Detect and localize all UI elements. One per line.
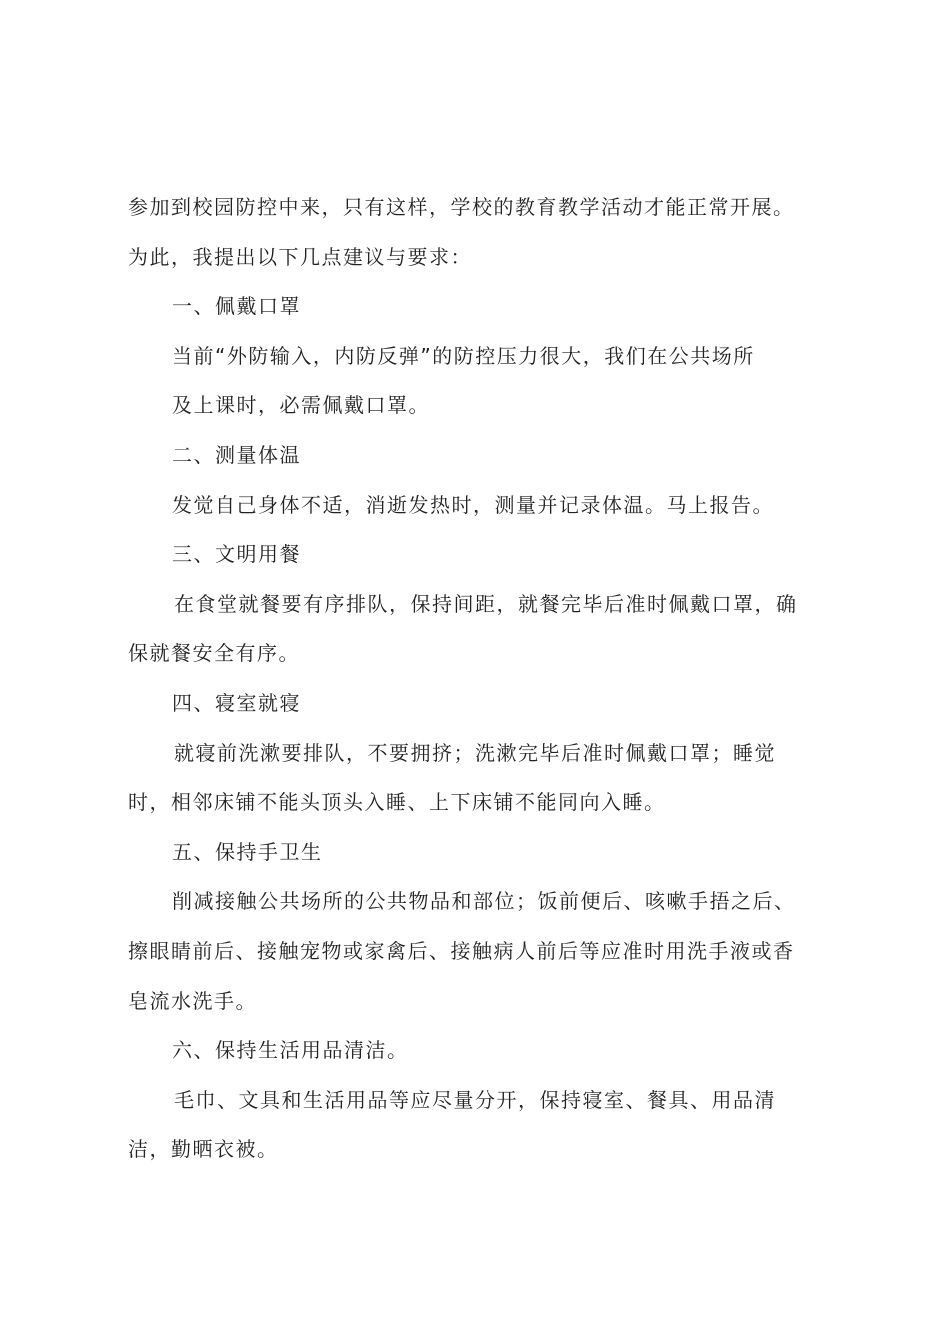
paragraph-line: 保就餐安全有序。	[128, 641, 300, 666]
section-heading-cleanliness: 六、保持生活用品清洁。	[172, 1038, 409, 1063]
paragraph-line: 当前“外防输入，内防反弹”的防控压力很大，我们在公共场所	[172, 343, 755, 368]
section-heading-dining: 三、文明用餐	[172, 542, 301, 567]
paragraph-line: 发觉自己身体不适，消逝发热时，测量并记录体温。马上报告。	[172, 492, 774, 517]
paragraph-line: 时，相邻床铺不能头顶头入睡、上下床铺不能同向入睡。	[128, 790, 666, 815]
paragraph-line: 就寝前洗漱要排队，不要拥挤；洗漱完毕后准时佩戴口罩；睡觉	[174, 740, 776, 765]
paragraph-line: 为此，我提出以下几点建议与要求：	[128, 244, 472, 269]
paragraph-line: 皂流水洗手。	[128, 988, 257, 1013]
section-heading-hand-hygiene: 五、保持手卫生	[172, 839, 323, 864]
paragraph-line: 毛巾、文具和生活用品等应尽量分开，保持寝室、餐具、用品清	[174, 1087, 776, 1112]
section-heading-mask: 一、佩戴口罩	[172, 294, 301, 319]
paragraph-line: 削减接触公共场所的公共物品和部位；饭前便后、咳嗽手捂之后、	[172, 889, 796, 914]
section-heading-temperature: 二、测量体温	[172, 442, 301, 467]
paragraph-line: 洁，勤晒衣被。	[128, 1137, 279, 1162]
paragraph-line: 及上课时，必需佩戴口罩。	[172, 393, 430, 418]
paragraph-line: 擦眼睛前后、接触宠物或家禽后、接触病人前后等应准时用洗手液或香	[128, 938, 795, 963]
paragraph-line: 参加到校园防控中来，只有这样，学校的教育教学活动才能正常开展。	[128, 195, 795, 219]
document-body	[128, 183, 833, 1175]
paragraph-line: 在食堂就餐要有序排队，保持间距，就餐完毕后准时佩戴口罩，确	[174, 591, 798, 616]
section-heading-dormitory: 四、寝室就寝	[172, 690, 301, 715]
